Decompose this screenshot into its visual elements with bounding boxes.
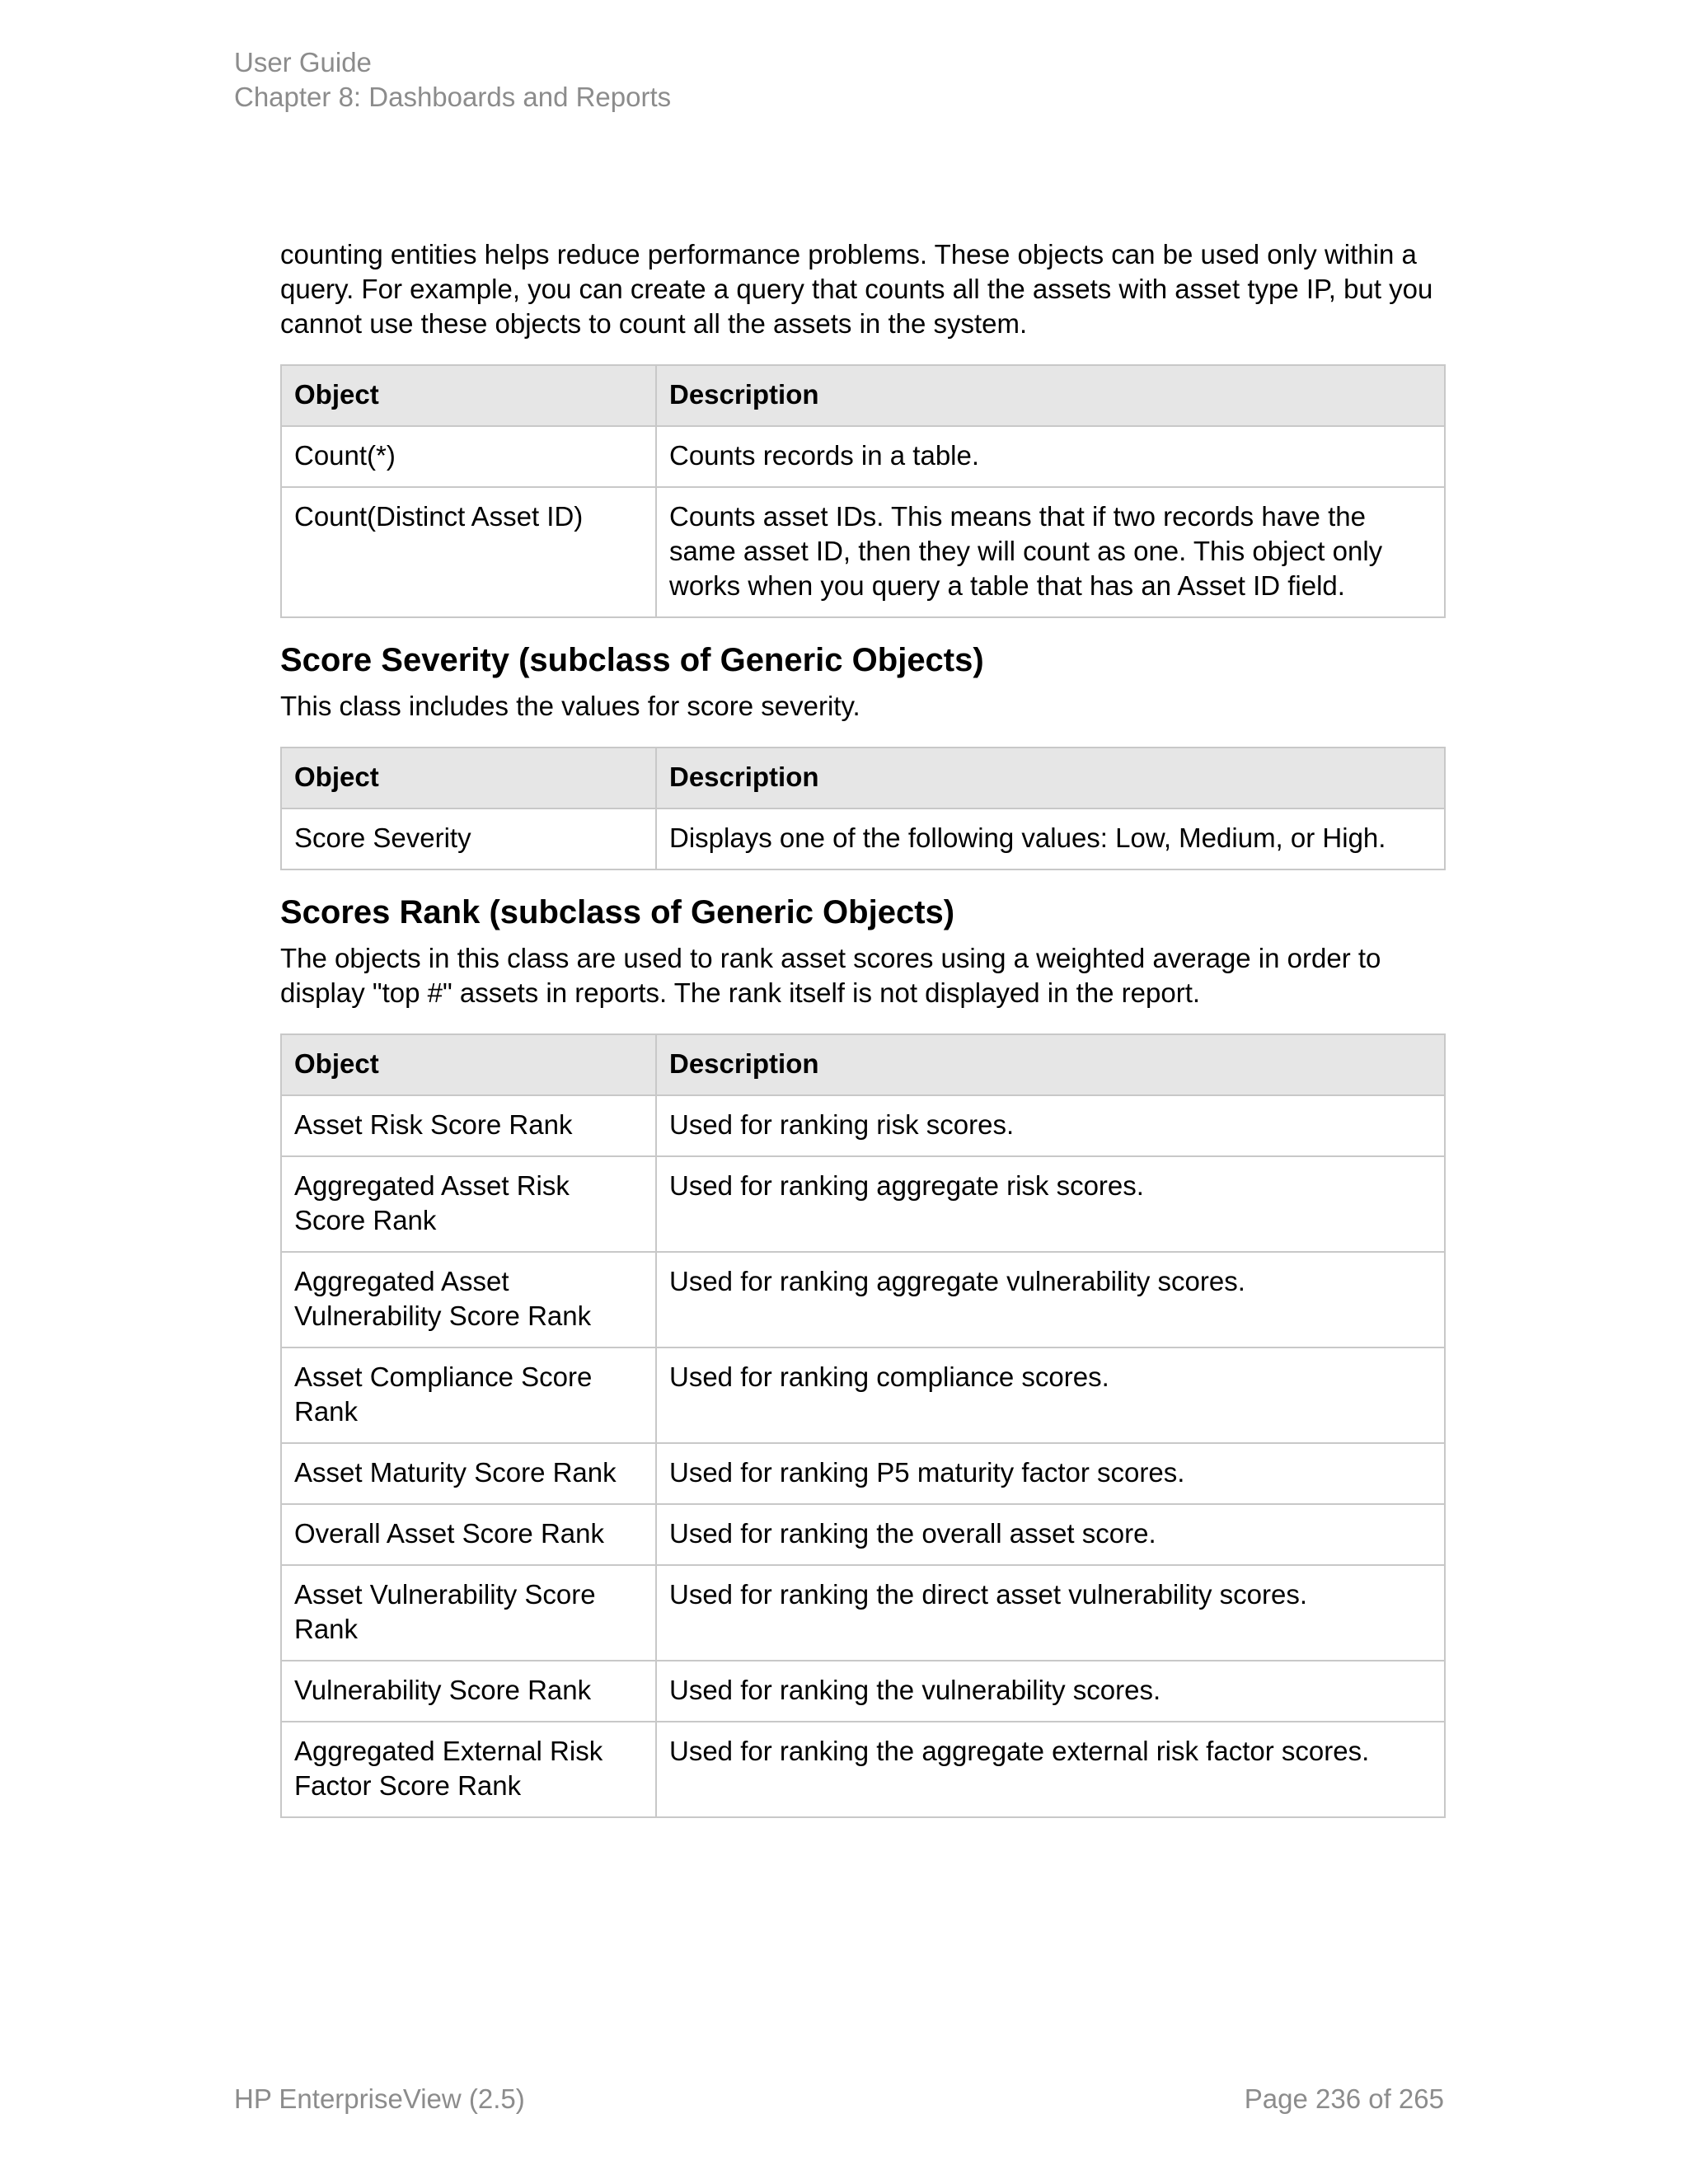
description-cell: Used for ranking P5 maturity factor scores.	[656, 1443, 1445, 1504]
object-cell: Aggregated Asset Risk Score Rank	[281, 1156, 656, 1252]
running-header	[234, 45, 671, 115]
score-severity-table	[280, 747, 1446, 870]
column-header-description: Description	[656, 365, 1445, 426]
object-cell: Asset Maturity Score Rank	[281, 1443, 656, 1504]
score-severity-heading: Score Severity (subclass of Generic Objects)	[280, 642, 984, 678]
table-row	[281, 487, 1445, 617]
description-cell: Counts asset IDs. This means that if two records have the same asset ID, then they will count as one. This object only works when you query a table that has an Asset ID field.	[656, 487, 1445, 617]
score-severity-description: This class includes the values for score severity.	[280, 691, 860, 721]
description-cell: Displays one of the following values: Low, Medium, or High.	[656, 808, 1445, 869]
object-cell: Asset Compliance Score Rank	[281, 1347, 656, 1443]
description-cell: Used for ranking the direct asset vulnerability scores.	[656, 1565, 1445, 1661]
object-cell: Asset Risk Score Rank	[281, 1095, 656, 1156]
table-row	[281, 808, 1445, 869]
table-row	[281, 1661, 1445, 1722]
table-row	[281, 1443, 1445, 1504]
table-row	[281, 1095, 1445, 1156]
intro-paragraph: counting entities helps reduce performance problems. These objects can be used only within a query. For example, you can create a query that counts all the assets with asset type IP, but you cannot use these objects to count all the assets in the system.	[280, 239, 1433, 339]
page-content	[280, 237, 1444, 1818]
scores-rank-heading: Scores Rank (subclass of Generic Objects)	[280, 894, 955, 930]
footer-product: HP EnterpriseView (2.5)	[234, 2083, 525, 2114]
description-cell: Used for ranking the overall asset score.	[656, 1504, 1445, 1565]
description-cell: Used for ranking compliance scores.	[656, 1347, 1445, 1443]
object-cell: Aggregated Asset Vulnerability Score Rank	[281, 1252, 656, 1347]
description-cell: Used for ranking the aggregate external risk factor scores.	[656, 1722, 1445, 1817]
description-cell: Used for ranking aggregate vulnerability scores.	[656, 1252, 1445, 1347]
count-objects-table	[280, 364, 1446, 618]
table-row	[281, 1347, 1445, 1443]
table-header-row	[281, 748, 1445, 808]
guide-title: User Guide	[234, 47, 372, 77]
object-cell: Aggregated External Risk Factor Score Rank	[281, 1722, 656, 1817]
object-cell: Asset Vulnerability Score Rank	[281, 1565, 656, 1661]
object-cell: Count(*)	[281, 426, 656, 487]
description-cell: Used for ranking risk scores.	[656, 1095, 1445, 1156]
object-cell: Count(Distinct Asset ID)	[281, 487, 656, 617]
object-cell: Score Severity	[281, 808, 656, 869]
column-header-description: Description	[656, 748, 1445, 808]
object-cell: Vulnerability Score Rank	[281, 1661, 656, 1722]
chapter-title: Chapter 8: Dashboards and Reports	[234, 82, 672, 112]
table-header-row	[281, 1034, 1445, 1095]
object-cell: Overall Asset Score Rank	[281, 1504, 656, 1565]
table-row	[281, 1252, 1445, 1347]
footer-page-number: Page 236 of 265	[1244, 2083, 1444, 2114]
column-header-object: Object	[281, 748, 656, 808]
table-row	[281, 426, 1445, 487]
table-row	[281, 1156, 1445, 1252]
description-cell: Used for ranking aggregate risk scores.	[656, 1156, 1445, 1252]
table-row	[281, 1722, 1445, 1817]
scores-rank-description: The objects in this class are used to rank asset scores using a weighted average in order to display "top #" assets in reports. The rank itself is not displayed in the report.	[280, 943, 1381, 1008]
column-header-object: Object	[281, 1034, 656, 1095]
column-header-description: Description	[656, 1034, 1445, 1095]
table-row	[281, 1565, 1445, 1661]
table-row	[281, 1504, 1445, 1565]
scores-rank-table	[280, 1033, 1446, 1818]
description-cell: Counts records in a table.	[656, 426, 1445, 487]
table-header-row	[281, 365, 1445, 426]
column-header-object: Object	[281, 365, 656, 426]
description-cell: Used for ranking the vulnerability scores.	[656, 1661, 1445, 1722]
